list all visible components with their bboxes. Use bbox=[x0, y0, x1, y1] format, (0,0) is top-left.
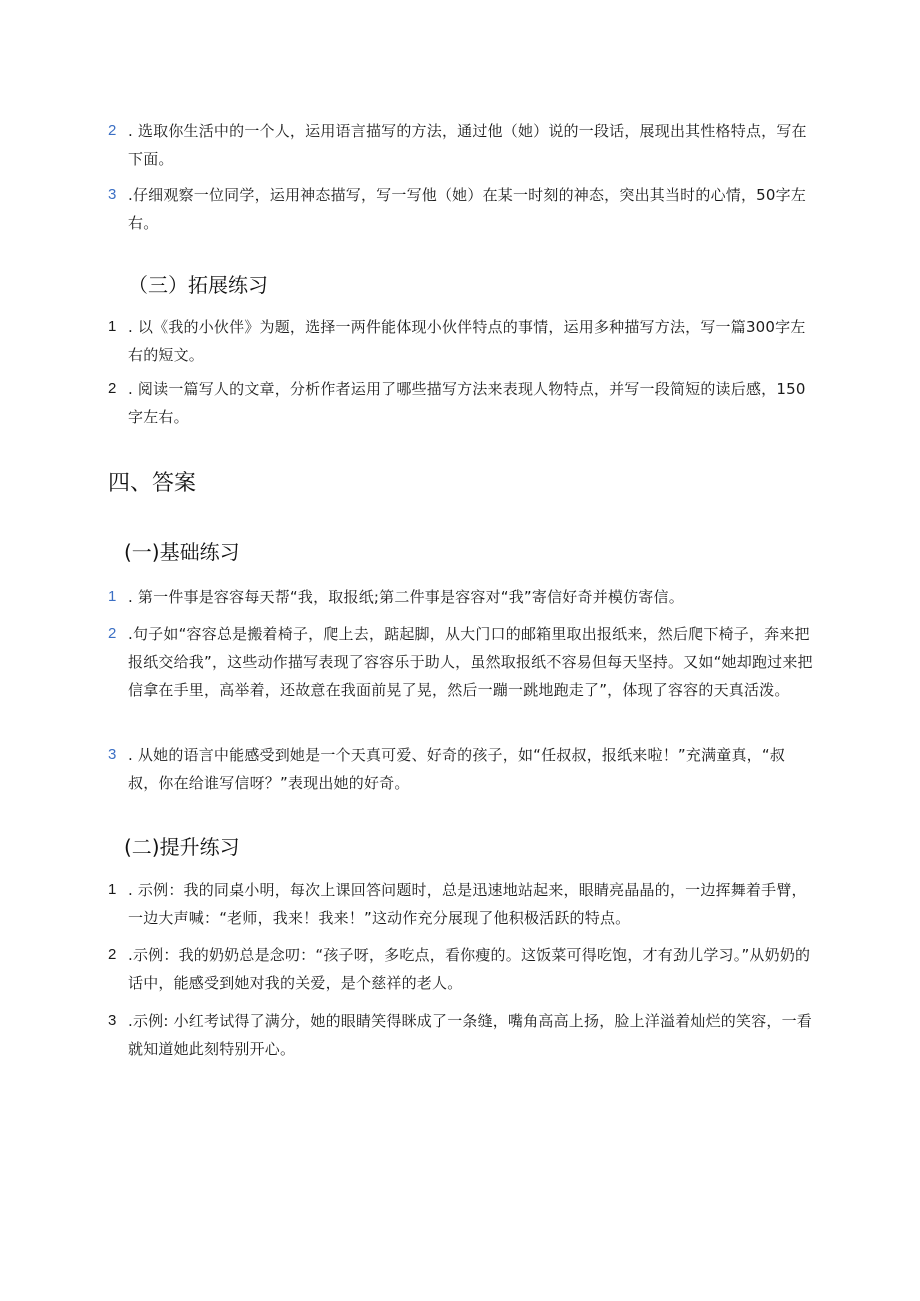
item-text: . 示例：我的同桌小明，每次上课回答问题时，总是迅速地站起来，眼睛亮晶晶的，一边挥舞着手臂，一边大声喊：“老师，我来！我来！”这动作充分展现了他积极活跃的特点。 bbox=[128, 881, 807, 927]
item-number: 3 bbox=[108, 186, 117, 203]
item-text: . 选取你生活中的一个人，运用语言描写的方法，通过他（她）说的一段话，展现出其性格特点，写在下面。 bbox=[128, 122, 807, 168]
exercise-item bbox=[108, 313, 814, 369]
exercise-item bbox=[108, 181, 814, 237]
item-text: .示例：我的奶奶总是念叨：“孩子呀，多吃点，看你瘦的。这饭菜可得吃饱，才有劲儿学习。”从奶奶的话中，能感受到她对我的关爱，是个慈祥的老人。 bbox=[128, 946, 811, 992]
item-text: .仔细观察一位同学，运用神态描写，写一写他（她）在某一时刻的神态，突出其当时的心情，50字左右。 bbox=[128, 186, 807, 232]
item-number: 2 bbox=[108, 625, 117, 642]
answer-item bbox=[108, 620, 814, 704]
item-text: . 以《我的小伙伴》为题，选择一两件能体现小伙伴特点的事情，运用多种描写方法，写一篇300字左右的短文。 bbox=[128, 318, 806, 364]
exercise-item bbox=[108, 117, 814, 173]
exercise-item bbox=[108, 375, 814, 431]
section-heading-extension: （三）拓展练习 bbox=[128, 273, 268, 297]
item-number: 2 bbox=[108, 122, 117, 139]
item-number: 1 bbox=[108, 881, 117, 898]
answer-item bbox=[108, 583, 814, 611]
item-number: 1 bbox=[108, 588, 117, 605]
answer-item bbox=[108, 1007, 814, 1063]
item-text: . 阅读一篇写人的文章，分析作者运用了哪些描写方法来表现人物特点，并写一段简短的读后感，150字左右。 bbox=[128, 380, 806, 426]
item-number: 1 bbox=[108, 318, 117, 335]
item-number: 3 bbox=[108, 1012, 117, 1029]
item-number: 2 bbox=[108, 946, 117, 963]
answer-item bbox=[108, 876, 814, 932]
answer-item bbox=[108, 941, 814, 997]
answers-heading: 四、答案 bbox=[108, 471, 197, 496]
item-text: . 第一件事是容容每天帮“我，取报纸;第二件事是容容对“我”寄信好奇并模仿寄信。 bbox=[128, 588, 684, 606]
item-number: 3 bbox=[108, 746, 117, 763]
section-heading-basic: (一)基础练习 bbox=[124, 540, 240, 564]
answer-item bbox=[108, 741, 814, 797]
item-number: 2 bbox=[108, 380, 117, 397]
section-heading-improve: (二)提升练习 bbox=[124, 835, 240, 859]
item-text: .句子如“容容总是搬着椅子，爬上去，踮起脚，从大门口的邮箱里取出报纸来，然后爬下椅子，奔来把报纸交给我”，这些动作描写表现了容容乐于助人，虽然取报纸不容易但每天坚持。又如“她却跑过来把信拿在手里，高举着，还故意在我面前晃了晃，然后一蹦一跳地跑走了”，体现了容容的天真活泼。 bbox=[128, 625, 813, 699]
item-text: .示例: 小红考试得了满分，她的眼睛笑得眯成了一条缝，嘴角高高上扬，脸上洋溢着灿烂的笑容，一看就知道她此刻特别开心。 bbox=[128, 1012, 812, 1058]
item-text: . 从她的语言中能感受到她是一个天真可爱、好奇的孩子，如“任叔叔，报纸来啦！”充满童真，“叔叔，你在给谁写信呀？”表现出她的好奇。 bbox=[128, 746, 786, 792]
